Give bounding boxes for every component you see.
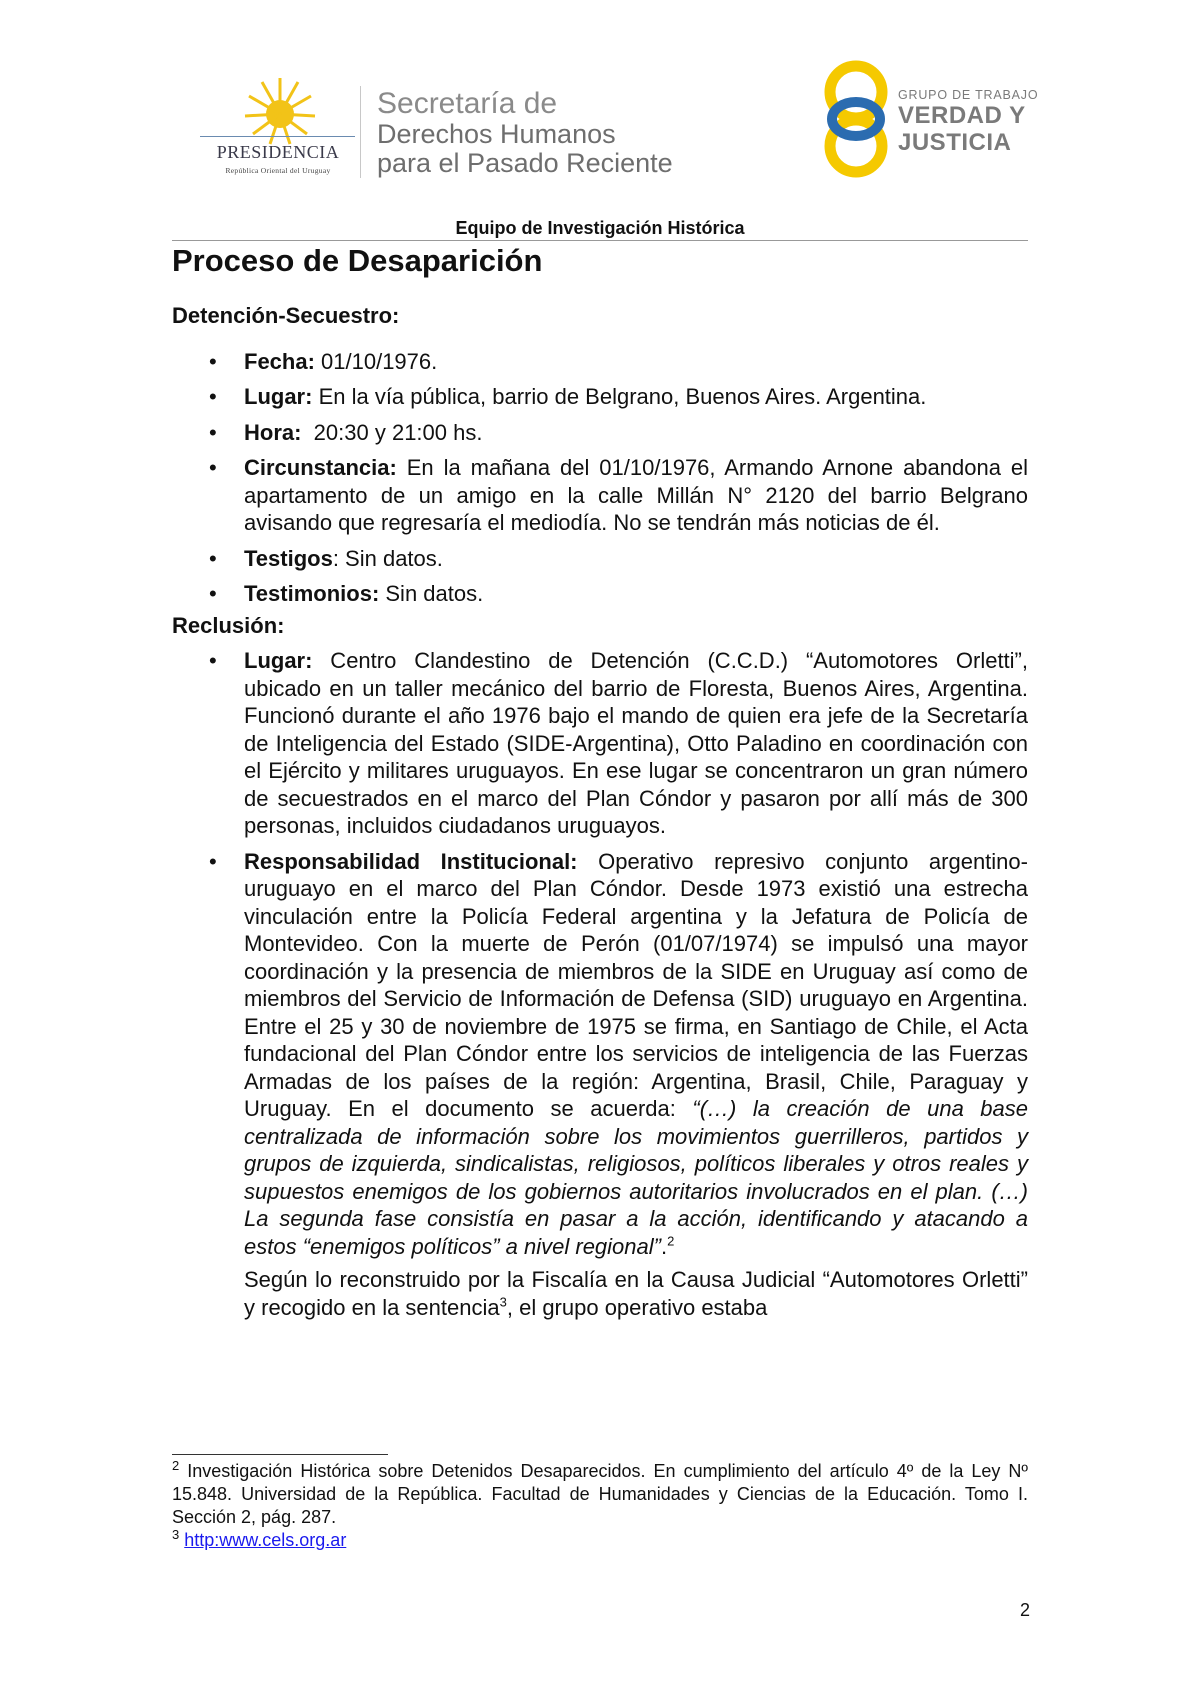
reclusion-lugar-value: Centro Clandestino de Detención (C.C.D.) “Automotores Orletti”, ubicado en un taller mecánico del barrio de Floresta, Buenos Aires, Argentina. Funcionó durante el año 1976 bajo el mando de quien era jefe de la Secretaría de Inteligencia del Estado (SIDE-Argentina), Otto Paladino en coordinación con el Ejército y militares uruguayos. En ese lugar se concentraron un gran número de secuestrados en el marco del Plan Cóndor y pasaron por allí más de 300 personas, incluidos ciudadanos uruguayos. <box>244 648 1028 838</box>
presidencia-subtitle: República Oriental del Uruguay <box>225 166 331 175</box>
presidencia-name: PRESIDENCIA <box>216 142 340 162</box>
responsabilidad-value: Operativo represivo conjunto argentino-uruguayo en el marco del Plan Cóndor. Desde 1973 existió una estrecha vinculación entre la Policía Federal argentina y la Jefatura de Policía de Montevideo. Con la muerte de Perón (01/07/1974) se impulsó una mayor coordinación y la presencia de miembros de la SIDE en Uruguay así como de miembros del Servicio de Información de Defensa (SID) uruguayo en Argentina. Entre el 25 y 30 de noviembre de 1975 se firma, en Santiago de Chile, el Acta fundacional del Plan Cóndor entre los servicios de inteligencia de las Fuerzas Armadas de los países de la región: Argentina, Brasil, Chile, Paraguay y Uruguay. En el documento se acuerda: <box>244 848 1028 1121</box>
detencion-heading: Detención-Secuestro: <box>172 303 400 328</box>
list-item <box>172 545 1028 573</box>
list-item <box>172 848 1028 1261</box>
list-item <box>172 647 1028 840</box>
testimonios-value: Sin datos. <box>379 581 484 606</box>
verdad-justicia-icon <box>820 58 910 180</box>
responsabilidad-label: Responsabilidad Institucional: <box>244 848 578 874</box>
reclusion-heading: Reclusión: <box>172 612 285 638</box>
lugar-value: En la vía pública, barrio de Belgrano, Buenos Aires. Argentina. <box>312 384 927 409</box>
secretaria-title <box>377 88 673 178</box>
grupo-line1: VERDAD Y <box>898 102 1026 129</box>
grupo-line2: JUSTICIA <box>898 129 1012 156</box>
quote-end: . <box>660 1233 668 1259</box>
circunstancia-label: Circunstancia: <box>244 455 397 480</box>
page-content <box>172 238 1028 1321</box>
circunstancia-value: En la mañana del 01/10/1976, Armando Arnone abandona el apartamento de un amigo en la calle Millán N° 2120 del barrio Belgrano avisando que regresaría el mediodía. No se tendrán más noticias de él. <box>244 455 1028 535</box>
presidencia-divider <box>200 136 355 137</box>
hora-value: 20:30 y 21:00 hs. <box>301 419 483 445</box>
list-item <box>172 383 1028 411</box>
reclusion-list <box>172 647 1028 1260</box>
footnote-2-text: Investigación Histórica sobre Detenidos Desaparecidos. En cumplimiento del artículo 4º de la Ley Nº 15.848. Universidad de la República. Facultad de Humanidades y Ciencias de la Educación. Tomo I. Sección 2, pág. 287. <box>172 1461 1028 1527</box>
testimonios-label: Testimonios: <box>244 581 380 606</box>
list-item <box>172 580 1028 608</box>
testigos-value: : Sin datos. <box>332 545 443 571</box>
segun-paragraph <box>172 1266 1028 1321</box>
cels-link[interactable]: http:www.cels.org.ar <box>184 1530 347 1550</box>
page-number: 2 <box>1019 1600 1030 1620</box>
secretaria-line1: Secretaría de <box>377 87 558 120</box>
page-title: Proceso de Desaparición <box>172 243 543 278</box>
fecha-value: 01/10/1976. <box>314 348 438 374</box>
footnote-ref-2[interactable]: 2 <box>667 1233 675 1249</box>
secretaria-line3: para el Pasado Reciente <box>377 148 673 178</box>
footnote-2 <box>172 1460 1028 1529</box>
footnote-rule <box>172 1454 388 1455</box>
list-item <box>172 348 1028 376</box>
fecha-label: Fecha: <box>244 348 315 374</box>
footnote-3 <box>172 1529 1028 1552</box>
footnotes <box>172 1460 1028 1552</box>
footnote-3-number: 3 <box>172 1527 180 1542</box>
segun-text2: , el grupo operativo estaba <box>506 1294 768 1320</box>
detencion-list <box>172 348 1028 608</box>
list-item <box>172 419 1028 447</box>
page-header <box>0 0 1190 210</box>
secretaria-line2: Derechos Humanos <box>377 119 616 149</box>
reclusion-lugar-label: Lugar: <box>244 648 313 673</box>
presidencia-logo <box>198 74 358 178</box>
list-item <box>172 454 1028 537</box>
team-title: Equipo de Investigación Histórica <box>455 218 745 238</box>
hora-label: Hora: <box>244 419 302 445</box>
acta-quote: “(…) la creación de una base centralizada de información sobre los movimientos guerrilleros, partidos y grupos de izquierda, sindicalistas, religiosos, políticos liberales y otros reales y supuestos enemigos de los gobiernos autoritarios involucrados en el plan. (…) La segunda fase consistía en pasar a la acción, identificando y atacando a estos “enemigos políticos” a nivel regional” <box>244 1096 1029 1259</box>
grupo-small-label: GRUPO DE TRABAJO <box>898 88 1039 102</box>
testigos-label: Testigos <box>244 545 333 571</box>
header-divider <box>360 86 361 178</box>
segun-text1: Según lo reconstruido por la Fiscalía en la Causa Judicial “Automotores Orletti” y recogido en la sentencia <box>244 1267 1028 1320</box>
footnote-2-number: 2 <box>172 1458 180 1473</box>
footnote-ref-3[interactable]: 3 <box>499 1294 507 1310</box>
lugar-label: Lugar: <box>244 384 313 409</box>
grupo-trabajo-title <box>898 88 1038 156</box>
